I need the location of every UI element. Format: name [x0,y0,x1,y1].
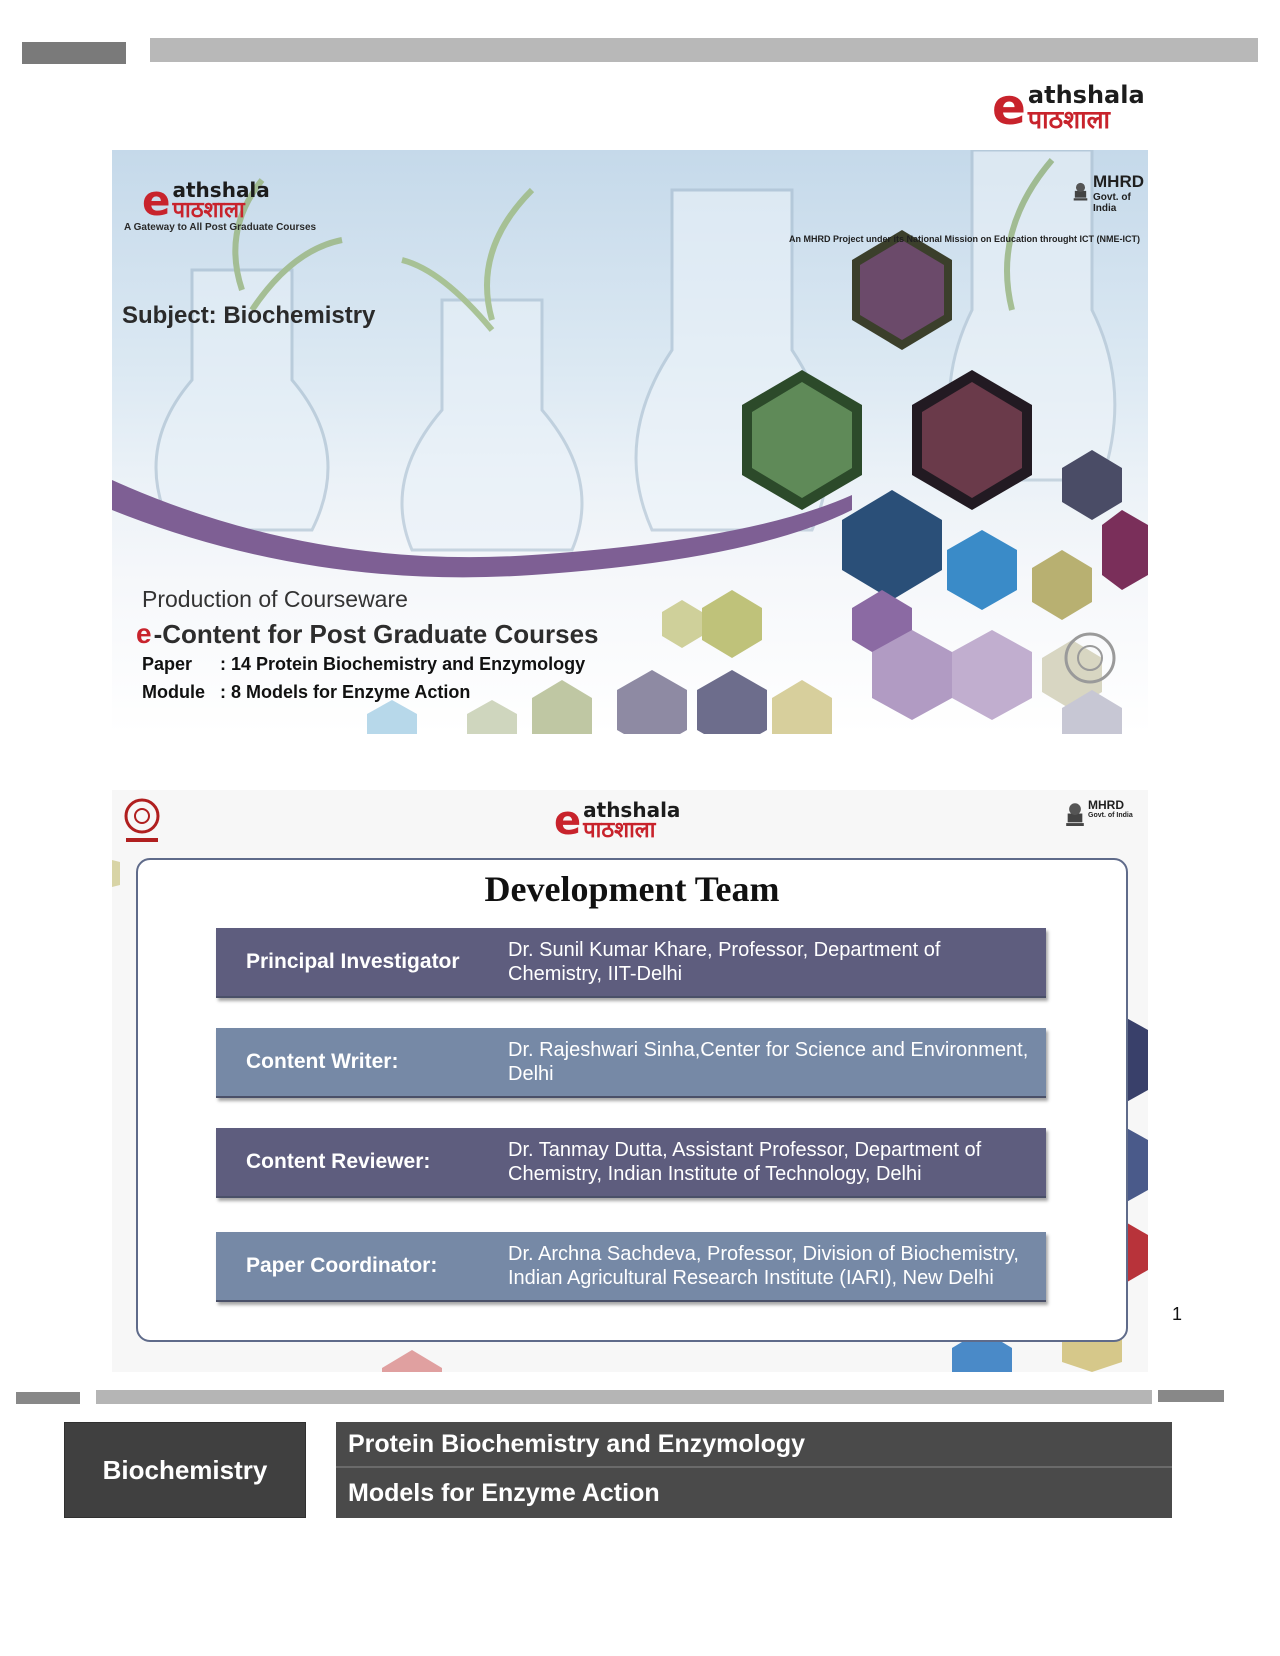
slide2-logo-en: athshala [583,798,681,822]
slide2-mhrd-sub: Govt. of India [1088,812,1133,819]
footer-subject-box [64,1422,306,1518]
page-number: 1 [1172,1304,1183,1324]
team-person: Dr. Rajeshwari Sinha,Center for Science and Environment, Delhi [508,1039,1029,1085]
slide2-logo [554,798,680,844]
national-emblem-icon [1072,172,1089,212]
team-panel [136,858,1128,1342]
e-mark-icon: e [142,176,171,225]
e-mark-icon: e [554,798,582,844]
footer-bar-right [1158,1390,1224,1402]
mhrd-block [1072,172,1144,214]
paper-label: Paper [142,654,193,674]
production-heading: Production of Courseware [142,586,408,612]
paper-line [142,654,585,675]
slide2-mhrd-title: MHRD [1088,798,1124,812]
footer-bar-middle [96,1390,1152,1404]
mhrd-title: MHRD [1093,172,1144,191]
team-person: Dr. Archna Sachdeva, Professor, Division of Biochemistry, Indian Agricultural Research Institute (IARI), New Delhi [508,1243,1019,1289]
epathshala-logo [992,78,1145,136]
team-row-content-reviewer [216,1128,1046,1198]
subject-heading: Subject: Biochemistry [122,302,376,329]
team-person: Dr. Sunil Kumar Khare, Professor, Department of Chemistry, IIT-Delhi [508,939,941,985]
module-label: Module [142,682,205,702]
slide1-logo [142,176,270,225]
slide1-logo-hi: पाठशाला [172,197,245,223]
slide2-mhrd-block [1064,798,1133,832]
e-mark-icon: e [992,78,1026,136]
logo-text-hi: पाठशाला [1027,104,1111,134]
header-bar-left [22,42,126,64]
econtent-heading [136,618,599,650]
national-emblem-icon [1064,798,1086,832]
paper-value: : 14 Protein Biochemistry and Enzymology [220,654,586,674]
panel-title: Development Team [484,869,780,909]
header-bar-right [150,38,1258,62]
project-line: An MHRD Project under its National Mission on Education throught ICT (NME-ICT) [789,234,1140,244]
econtent-text: -Content for Post Graduate Courses [153,618,599,649]
team-person: Dr. Tanmay Dutta, Assistant Professor, Department of Chemistry, Indian Institute of Technology, Delhi [508,1139,982,1185]
footer-subject: Biochemistry [102,1454,268,1485]
slide2-logo-hi: पाठशाला [583,818,656,843]
development-team-slide [112,790,1148,1372]
module-line [142,682,470,703]
team-row-principal-investigator [216,928,1046,998]
module-value: : 8 Models for Enzyme Action [220,682,471,702]
footer-module: Models for Enzyme Action [348,1478,660,1507]
team-role: Content Reviewer: [246,1150,431,1173]
footer-info-box [336,1422,1172,1518]
team-row-content-writer [216,1028,1046,1098]
team-role: Principal Investigator [246,950,460,973]
e-mark-icon: e [136,618,152,649]
mhrd-sub: Govt. of India [1093,192,1131,214]
gateway-tagline: A Gateway to All Post Graduate Courses [124,222,317,233]
team-row-paper-coordinator [216,1232,1046,1302]
ugc-logo-icon [120,796,164,848]
logo-text-en: athshala [1027,80,1145,109]
slide1-logo-en: athshala [172,177,270,202]
footer-bar-left [16,1392,80,1404]
team-role: Paper Coordinator: [246,1254,438,1277]
team-role: Content Writer: [246,1050,399,1073]
title-slide [112,150,1148,734]
footer-paper: Protein Biochemistry and Enzymology [336,1422,1172,1468]
